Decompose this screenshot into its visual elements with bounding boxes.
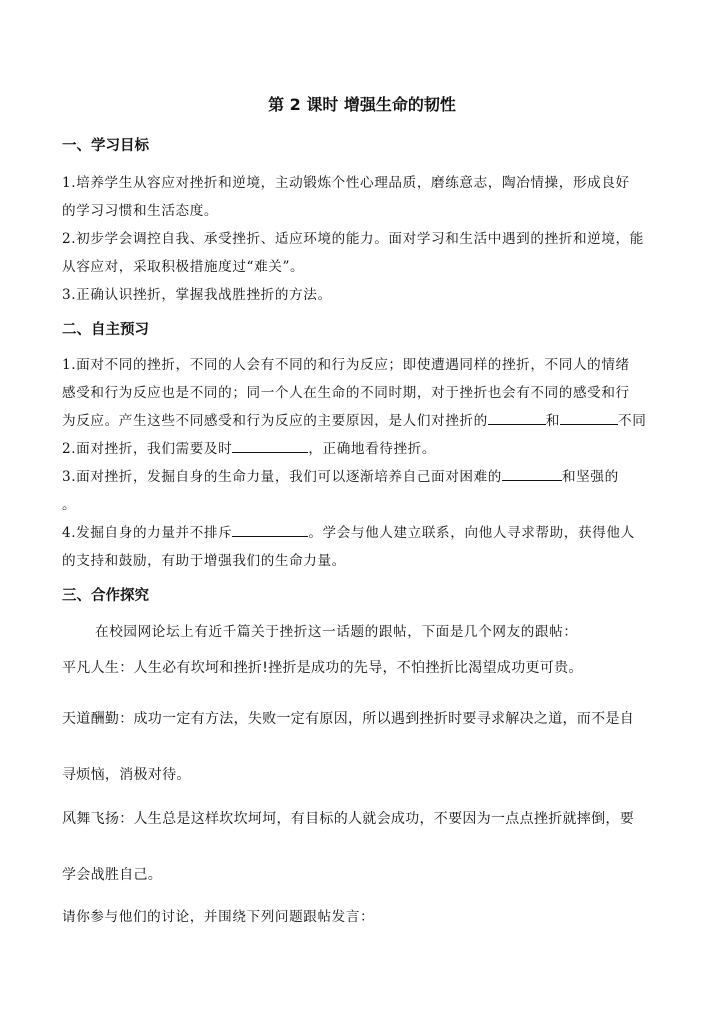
fill-blank-4[interactable] [502, 468, 562, 481]
preview-2-text-b: ，正确地看待挫折。 [308, 441, 437, 457]
preview-1-line-2: 感受和行为反应也是不同的；同一个人在生命的不同时期，对于挫折也会有不同的感受和行 [62, 385, 630, 401]
forum-post-3-line-1: 风舞飞扬：人生总是这样坎坎坷坷，有目标的人就会成功，不要因为一点点挫折就摔倒，要 [62, 811, 634, 827]
preview-4-line-1 [62, 521, 635, 541]
goal-2-line-2: 从容应对，采取积极措施度过“难关”。 [62, 259, 305, 275]
preview-1-line-1: 1.面对不同的挫折，不同的人会有不同的和行为反应；即使遭遇同样的挫折，不同人的情绪 [62, 357, 630, 373]
section-heading-goals: 一、学习目标 [62, 138, 149, 154]
preview-3 [62, 465, 619, 485]
preview-4-line-2: 的支持和鼓励，有助于增强我们的生命力量。 [62, 553, 346, 569]
preview-2-text-a: 2.面对挫折，我们需要及时 [62, 441, 233, 457]
preview-4-text-b: 。学会与他人建立联系，向他人寻求帮助，获得他人 [308, 525, 635, 541]
preview-1-line-3 [62, 409, 646, 429]
section-heading-preview: 二、自主预习 [62, 322, 149, 338]
goal-1-line-2: 的学习习惯和生活态度。 [62, 203, 219, 219]
preview-1-text-a: 为反应。产生这些不同感受和行为反应的主要原因，是人们对挫折的 [62, 413, 488, 429]
goal-1-line-1: 1.培养学生从容应对挫折和逆境，主动锻炼个性心理品质，磨练意志，陶冶情操，形成良好 [62, 175, 630, 191]
preview-3-continuation: 。 [62, 497, 77, 513]
preview-1-text-c: 不同 [618, 413, 647, 429]
fill-blank-2[interactable] [560, 412, 618, 425]
discussion-prompt: 请你参与他们的讨论，并围绕下列问题跟帖发言： [62, 909, 375, 925]
forum-post-1: 平凡人生：人生必有坎坷和挫折!挫折是成功的先导，不怕挫折比渴望成功更可贵。 [62, 660, 583, 676]
preview-3-text-a: 3.面对挫折，发掘自身的生命力量，我们可以逐渐培养自己面对困难的 [62, 469, 502, 485]
preview-1-text-b: 和 [545, 413, 561, 429]
forum-post-3-line-2: 学会战胜自己。 [62, 867, 163, 883]
forum-post-2-line-1: 天道酬勤：成功一定有方法，失败一定有原因，所以遇到挫折时要寻求解决之道，而不是自 [62, 711, 634, 727]
goal-2-line-1: 2.初步学会调控自我、承受挫折、适应环境的能力。面对学习和生活中遇到的挫折和逆境，能 [62, 231, 644, 247]
goal-3: 3.正确认识挫折，掌握我战胜挫折的方法。 [62, 287, 332, 303]
section-heading-explore: 三、合作探究 [62, 588, 149, 604]
page-title: 第 2 课时 增强生命的韧性 [268, 95, 456, 114]
preview-4-text-a: 4.发掘自身的力量并不排斥 [62, 525, 233, 541]
fill-blank-1[interactable] [488, 412, 546, 425]
forum-post-2-line-2: 寻烦恼，消极对待。 [62, 767, 191, 783]
fill-blank-3[interactable] [232, 440, 308, 453]
preview-3-text-b: 和坚强的 [561, 469, 619, 485]
explore-intro: 在校园网论坛上有近千篇关于挫折这一话题的跟帖，下面是几个网友的跟帖： [95, 624, 578, 640]
preview-2 [62, 437, 436, 457]
fill-blank-5[interactable] [232, 524, 308, 537]
